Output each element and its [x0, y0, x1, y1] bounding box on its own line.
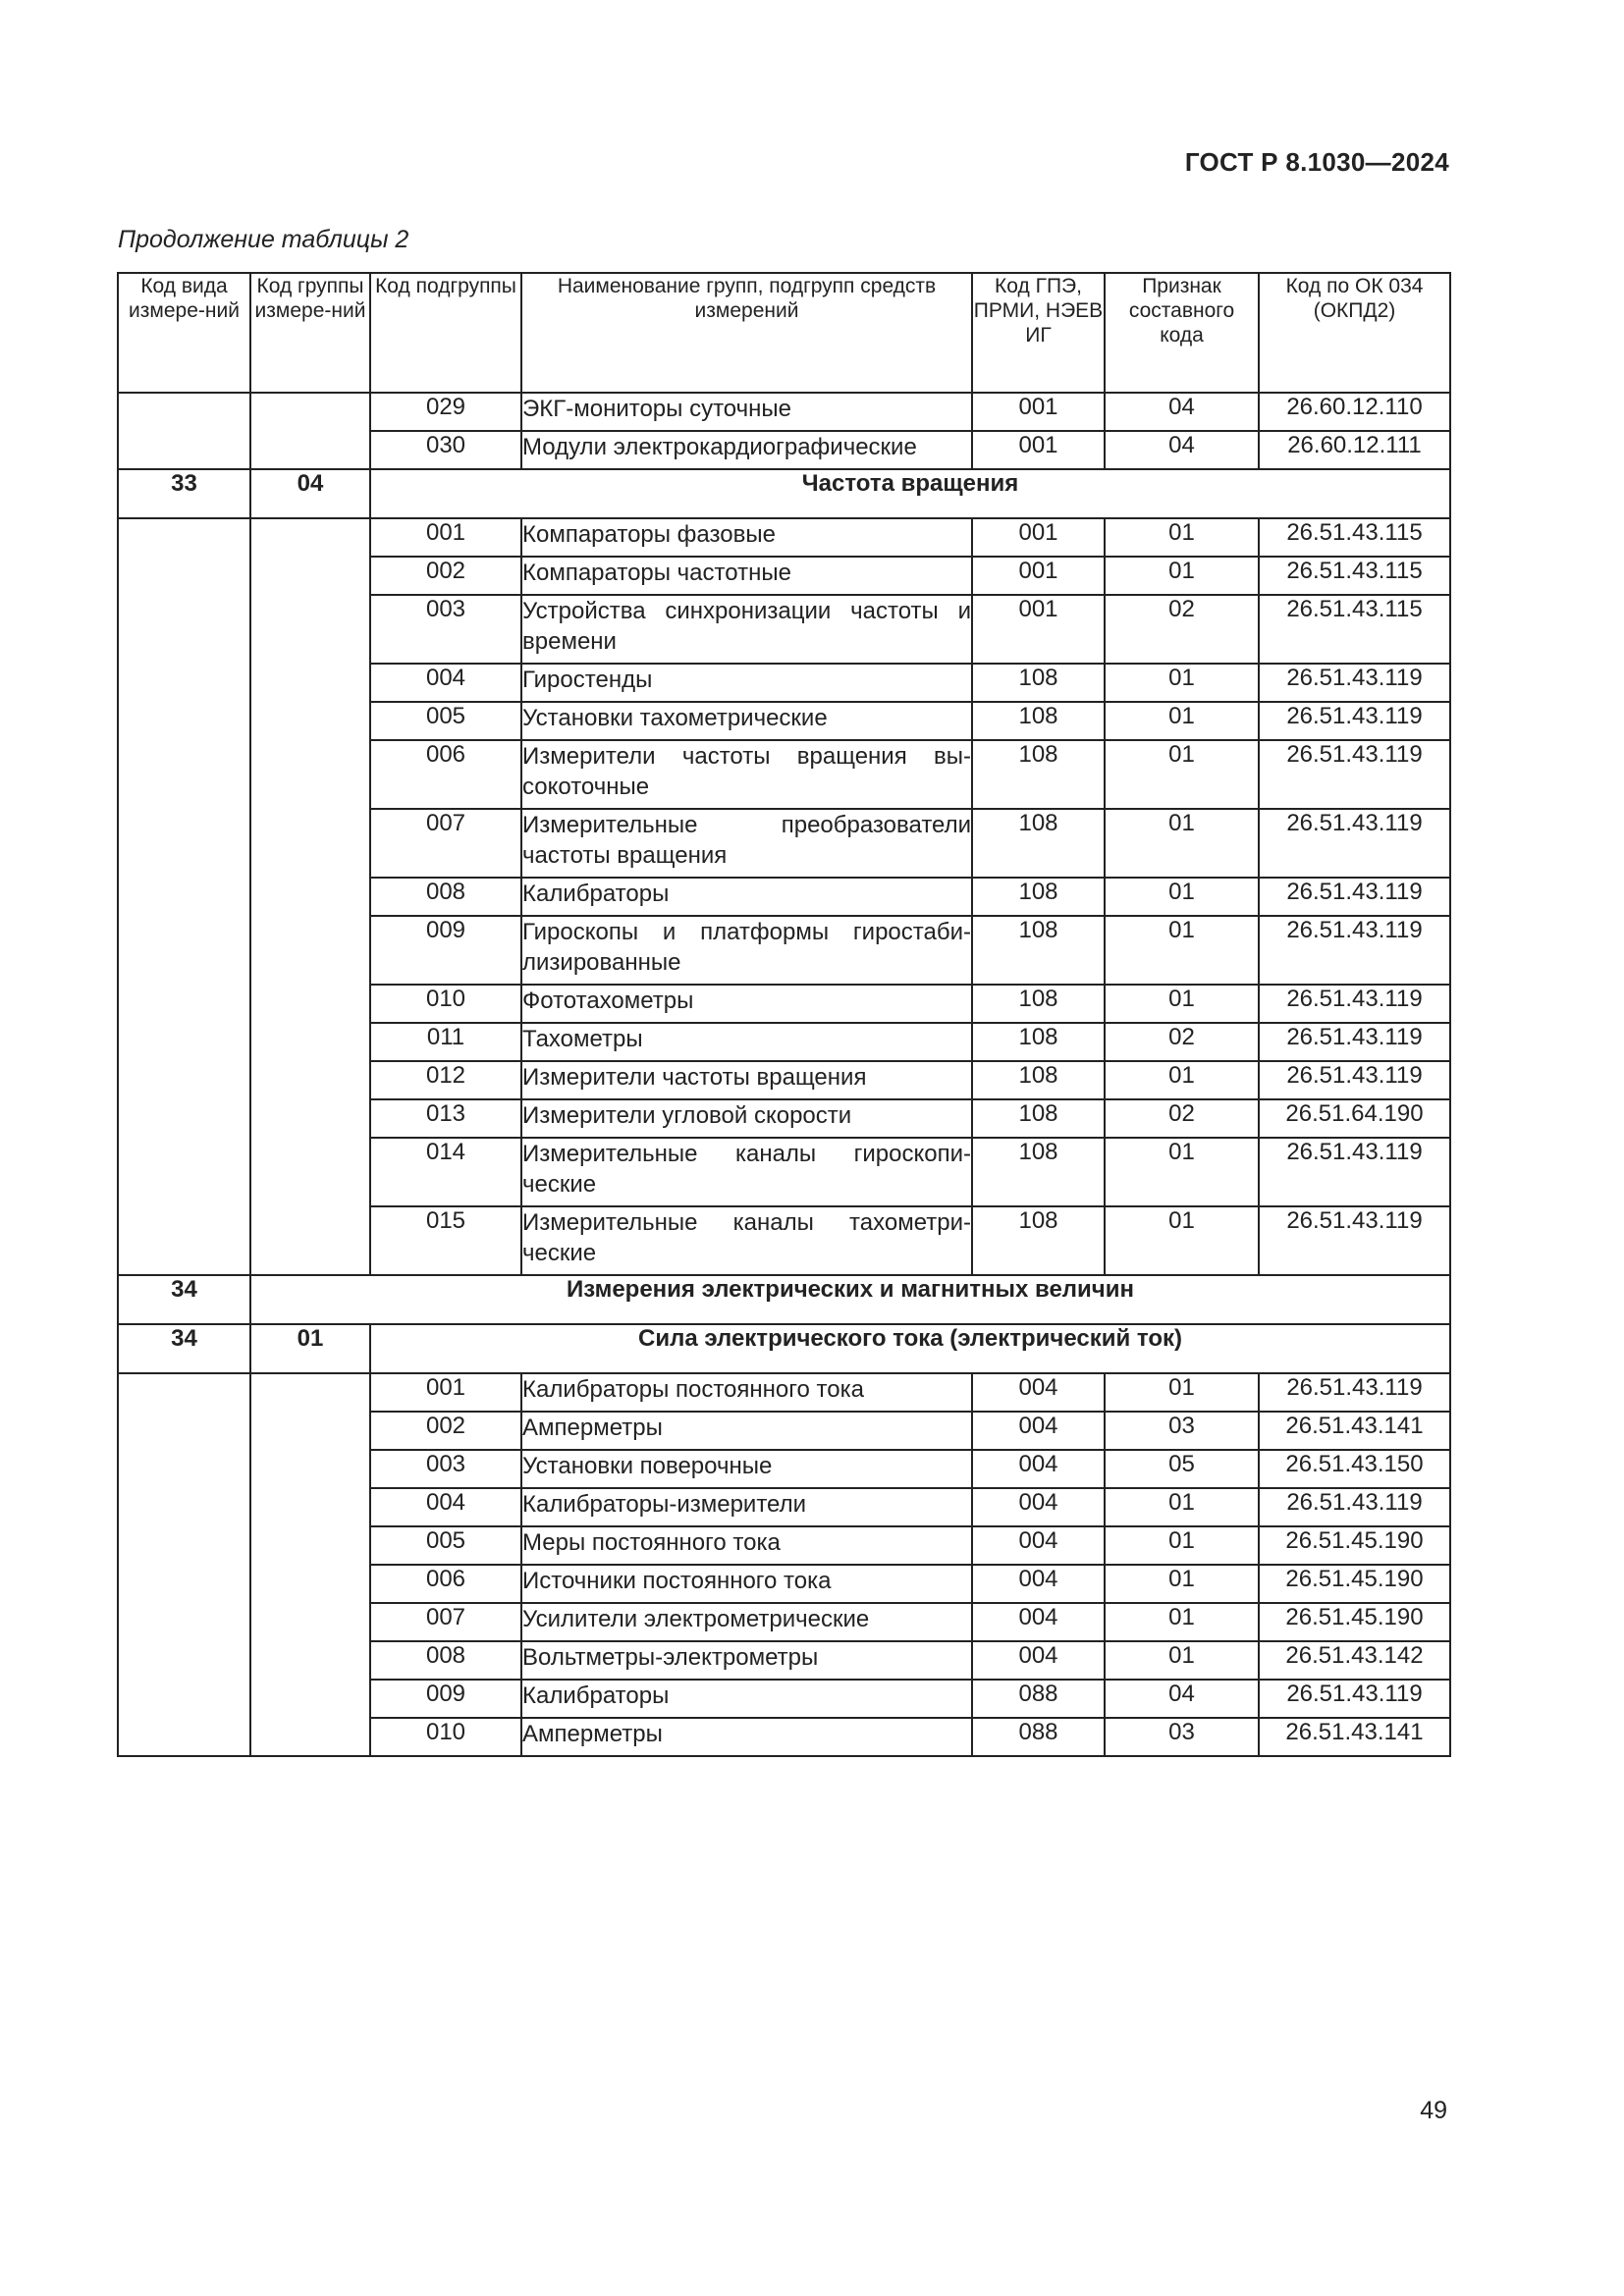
instrument-name: Гироскопы и платформы гиростаби-лизированные	[521, 916, 972, 985]
composite-flag: 02	[1105, 1099, 1259, 1138]
okpd-code: 26.51.45.190	[1259, 1603, 1450, 1641]
gpe-code: 001	[972, 557, 1105, 595]
composite-flag: 01	[1105, 1526, 1259, 1565]
okpd-code: 26.51.43.119	[1259, 740, 1450, 809]
gpe-code: 108	[972, 1206, 1105, 1275]
instrument-name: Измерители частоты вращения	[521, 1061, 972, 1099]
subgroup-code: 008	[370, 1641, 521, 1680]
subgroup-code: 013	[370, 1099, 521, 1138]
gpe-code: 108	[972, 740, 1105, 809]
subgroup-code: 030	[370, 431, 521, 469]
instrument-name: Источники постоянного тока	[521, 1565, 972, 1603]
gpe-code: 108	[972, 985, 1105, 1023]
okpd-code: 26.51.43.141	[1259, 1412, 1450, 1450]
subgroup-code: 014	[370, 1138, 521, 1206]
okpd-code: 26.51.43.119	[1259, 664, 1450, 702]
kind-code: 33	[118, 469, 250, 518]
gpe-code: 001	[972, 393, 1105, 431]
col-header-okpd: Код по ОК 034 (ОКПД2)	[1259, 273, 1450, 393]
okpd-code: 26.51.43.115	[1259, 595, 1450, 664]
group-code: 01	[250, 1324, 370, 1373]
instrument-name: Измерительные каналы гироскопи-ческие	[521, 1138, 972, 1206]
okpd-code: 26.51.45.190	[1259, 1526, 1450, 1565]
instrument-name: Калибраторы	[521, 878, 972, 916]
composite-flag: 01	[1105, 1603, 1259, 1641]
gpe-code: 108	[972, 1138, 1105, 1206]
gpe-code: 001	[972, 431, 1105, 469]
composite-flag: 01	[1105, 1641, 1259, 1680]
subgroup-code: 001	[370, 1373, 521, 1412]
subgroup-code: 007	[370, 809, 521, 878]
composite-flag: 01	[1105, 809, 1259, 878]
codes-table	[117, 272, 1451, 1757]
instrument-name: Калибраторы постоянного тока	[521, 1373, 972, 1412]
gpe-code: 004	[972, 1526, 1105, 1565]
gpe-code: 108	[972, 664, 1105, 702]
composite-flag: 01	[1105, 916, 1259, 985]
col-header-name: Наименование групп, подгрупп средств измерений	[521, 273, 972, 393]
instrument-name: Компараторы фазовые	[521, 518, 972, 557]
gpe-code: 108	[972, 916, 1105, 985]
composite-flag: 04	[1105, 393, 1259, 431]
group-header-row	[118, 1324, 1450, 1373]
blank-kind-cell	[118, 393, 250, 469]
subgroup-code: 003	[370, 595, 521, 664]
instrument-name: Амперметры	[521, 1412, 972, 1450]
composite-flag: 04	[1105, 431, 1259, 469]
okpd-code: 26.51.43.119	[1259, 809, 1450, 878]
okpd-code: 26.51.43.119	[1259, 1138, 1450, 1206]
composite-flag: 01	[1105, 985, 1259, 1023]
instrument-name: Модули электрокардиографические	[521, 431, 972, 469]
subgroup-code: 010	[370, 1718, 521, 1756]
page-number: 49	[1420, 2097, 1447, 2124]
subgroup-code: 009	[370, 916, 521, 985]
composite-flag: 04	[1105, 1680, 1259, 1718]
gpe-code: 108	[972, 1023, 1105, 1061]
kind-title: Измерения электрических и магнитных величин	[250, 1275, 1450, 1324]
okpd-code: 26.51.43.119	[1259, 1680, 1450, 1718]
okpd-code: 26.51.43.119	[1259, 1206, 1450, 1275]
gpe-code: 108	[972, 1061, 1105, 1099]
okpd-code: 26.51.43.115	[1259, 557, 1450, 595]
okpd-code: 26.51.43.119	[1259, 702, 1450, 740]
subgroup-code: 011	[370, 1023, 521, 1061]
instrument-name: Вольтметры-электрометры	[521, 1641, 972, 1680]
composite-flag: 01	[1105, 702, 1259, 740]
subgroup-code: 001	[370, 518, 521, 557]
okpd-code: 26.51.43.119	[1259, 1061, 1450, 1099]
subgroup-code: 005	[370, 702, 521, 740]
table-row	[118, 518, 1450, 557]
table-row	[118, 393, 1450, 431]
gpe-code: 001	[972, 518, 1105, 557]
composite-flag: 05	[1105, 1450, 1259, 1488]
okpd-code: 26.60.12.110	[1259, 393, 1450, 431]
table-header-row	[118, 273, 1450, 393]
gpe-code: 108	[972, 809, 1105, 878]
okpd-code: 26.51.45.190	[1259, 1565, 1450, 1603]
subgroup-code: 007	[370, 1603, 521, 1641]
subgroup-code: 015	[370, 1206, 521, 1275]
instrument-name: Фототахометры	[521, 985, 972, 1023]
group-header-row	[118, 469, 1450, 518]
composite-flag: 01	[1105, 1061, 1259, 1099]
composite-flag: 02	[1105, 595, 1259, 664]
table-caption: Продолжение таблицы 2	[118, 226, 409, 253]
gpe-code: 088	[972, 1680, 1105, 1718]
subgroup-code: 004	[370, 664, 521, 702]
okpd-code: 26.51.43.142	[1259, 1641, 1450, 1680]
instrument-name: Усилители электрометрические	[521, 1603, 972, 1641]
composite-flag: 01	[1105, 740, 1259, 809]
subgroup-code: 009	[370, 1680, 521, 1718]
instrument-name: Измерительные каналы тахометри-ческие	[521, 1206, 972, 1275]
gpe-code: 004	[972, 1488, 1105, 1526]
composite-flag: 01	[1105, 1138, 1259, 1206]
table-row	[118, 1373, 1450, 1412]
blank-group-cell	[250, 518, 370, 1275]
instrument-name: Измерители угловой скорости	[521, 1099, 972, 1138]
instrument-name: Меры постоянного тока	[521, 1526, 972, 1565]
okpd-code: 26.51.43.119	[1259, 1488, 1450, 1526]
gpe-code: 004	[972, 1603, 1105, 1641]
okpd-code: 26.51.43.119	[1259, 916, 1450, 985]
gpe-code: 108	[972, 878, 1105, 916]
composite-flag: 01	[1105, 557, 1259, 595]
gpe-code: 108	[972, 1099, 1105, 1138]
instrument-name: Компараторы частотные	[521, 557, 972, 595]
group-code: 04	[250, 469, 370, 518]
okpd-code: 26.51.43.119	[1259, 878, 1450, 916]
instrument-name: Устройства синхронизации частоты и времени	[521, 595, 972, 664]
subgroup-code: 006	[370, 1565, 521, 1603]
gpe-code: 001	[972, 595, 1105, 664]
composite-flag: 01	[1105, 878, 1259, 916]
okpd-code: 26.51.43.150	[1259, 1450, 1450, 1488]
gpe-code: 004	[972, 1412, 1105, 1450]
col-header-group: Код группы измере-ний	[250, 273, 370, 393]
composite-flag: 01	[1105, 518, 1259, 557]
okpd-code: 26.51.43.119	[1259, 985, 1450, 1023]
instrument-name: Тахометры	[521, 1023, 972, 1061]
subgroup-code: 004	[370, 1488, 521, 1526]
instrument-name: Измерители частоты вращения вы-сокоточные	[521, 740, 972, 809]
col-header-subgroup: Код подгруппы	[370, 273, 521, 393]
instrument-name: Калибраторы-измерители	[521, 1488, 972, 1526]
instrument-name: Амперметры	[521, 1718, 972, 1756]
okpd-code: 26.51.64.190	[1259, 1099, 1450, 1138]
instrument-name: Измерительные преобразователи частоты вращения	[521, 809, 972, 878]
okpd-code: 26.60.12.111	[1259, 431, 1450, 469]
group-title: Сила электрического тока (электрический ток)	[370, 1324, 1450, 1373]
instrument-name: Установки поверочные	[521, 1450, 972, 1488]
instrument-name: Установки тахометрические	[521, 702, 972, 740]
standard-designation: ГОСТ Р 8.1030—2024	[1184, 147, 1449, 177]
blank-group-cell	[250, 393, 370, 469]
subgroup-code: 002	[370, 557, 521, 595]
group-title: Частота вращения	[370, 469, 1450, 518]
instrument-name: Калибраторы	[521, 1680, 972, 1718]
composite-flag: 01	[1105, 1206, 1259, 1275]
instrument-name: Гиростенды	[521, 664, 972, 702]
blank-group-cell	[250, 1373, 370, 1756]
kind-header-row	[118, 1275, 1450, 1324]
kind-code: 34	[118, 1324, 250, 1373]
composite-flag: 03	[1105, 1718, 1259, 1756]
composite-flag: 01	[1105, 1373, 1259, 1412]
subgroup-code: 012	[370, 1061, 521, 1099]
col-header-gpe: Код ГПЭ, ПРМИ, НЭЕВ ИГ	[972, 273, 1105, 393]
kind-code: 34	[118, 1275, 250, 1324]
subgroup-code: 010	[370, 985, 521, 1023]
gpe-code: 004	[972, 1373, 1105, 1412]
col-header-flag: Признак составного кода	[1105, 273, 1259, 393]
blank-kind-cell	[118, 518, 250, 1275]
gpe-code: 004	[972, 1450, 1105, 1488]
instrument-name: ЭКГ-мониторы суточные	[521, 393, 972, 431]
subgroup-code: 006	[370, 740, 521, 809]
composite-flag: 01	[1105, 1565, 1259, 1603]
composite-flag: 03	[1105, 1412, 1259, 1450]
subgroup-code: 005	[370, 1526, 521, 1565]
okpd-code: 26.51.43.119	[1259, 1373, 1450, 1412]
subgroup-code: 008	[370, 878, 521, 916]
composite-flag: 02	[1105, 1023, 1259, 1061]
subgroup-code: 003	[370, 1450, 521, 1488]
okpd-code: 26.51.43.141	[1259, 1718, 1450, 1756]
gpe-code: 004	[972, 1565, 1105, 1603]
composite-flag: 01	[1105, 664, 1259, 702]
blank-kind-cell	[118, 1373, 250, 1756]
composite-flag: 01	[1105, 1488, 1259, 1526]
col-header-kind: Код вида измере-ний	[118, 273, 250, 393]
okpd-code: 26.51.43.115	[1259, 518, 1450, 557]
gpe-code: 004	[972, 1641, 1105, 1680]
gpe-code: 108	[972, 702, 1105, 740]
subgroup-code: 002	[370, 1412, 521, 1450]
subgroup-code: 029	[370, 393, 521, 431]
okpd-code: 26.51.43.119	[1259, 1023, 1450, 1061]
gpe-code: 088	[972, 1718, 1105, 1756]
